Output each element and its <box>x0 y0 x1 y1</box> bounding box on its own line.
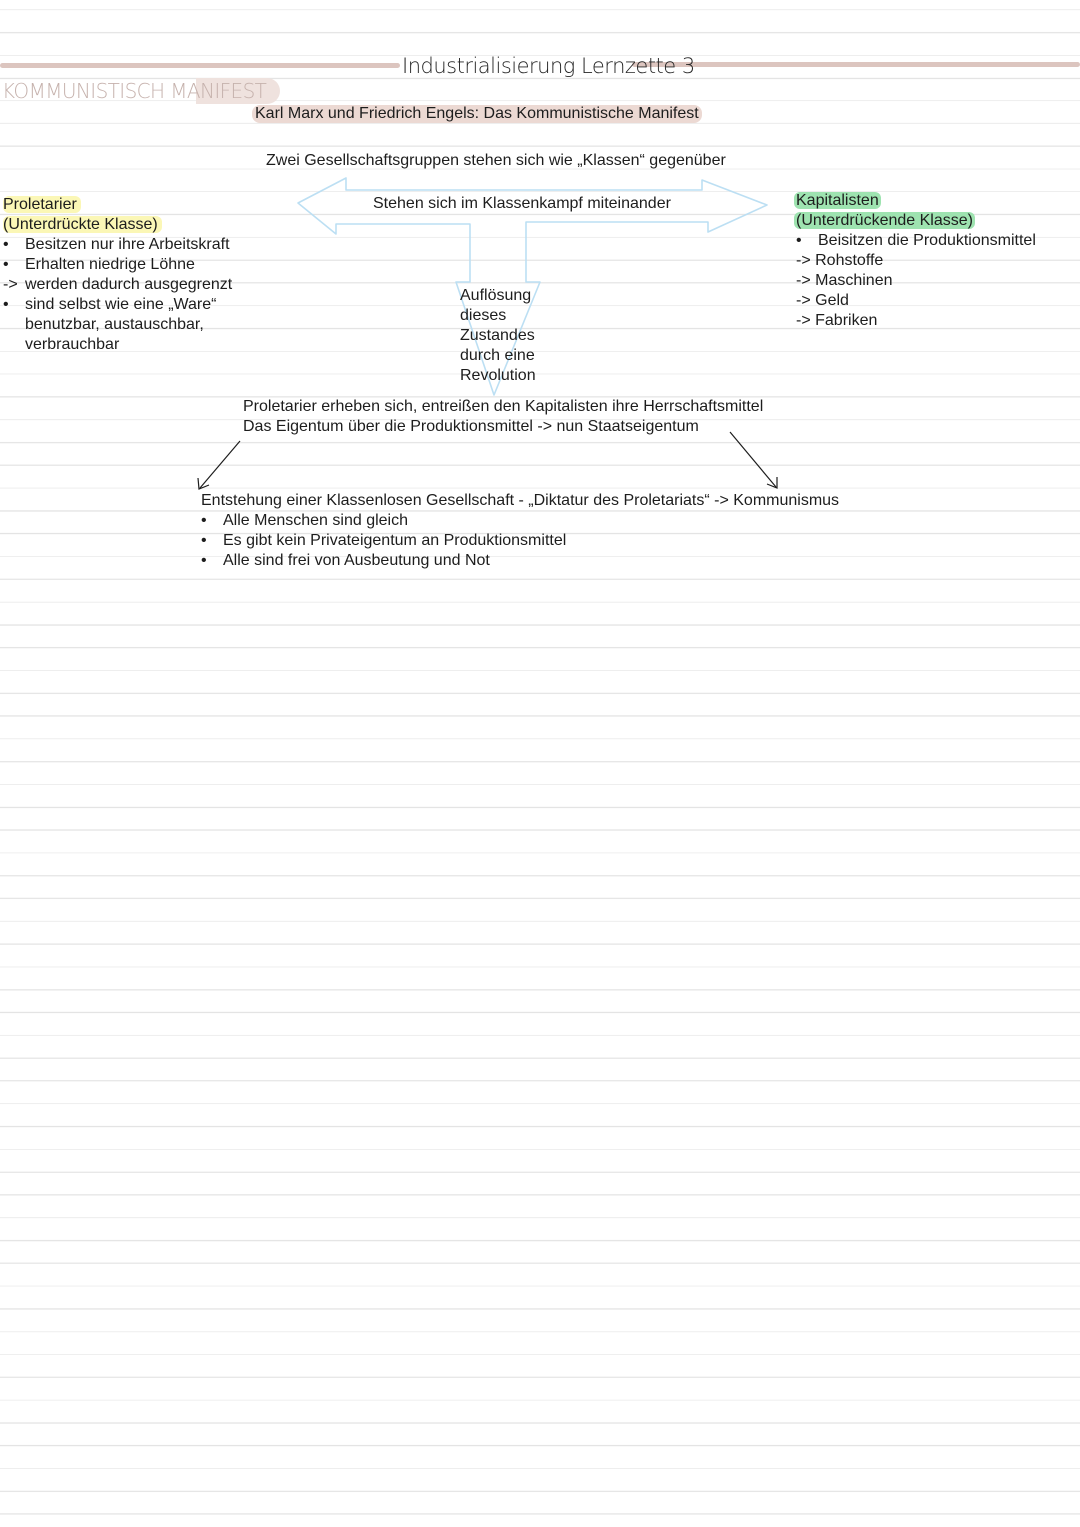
proletarier-title: Proletarier <box>3 196 81 213</box>
list-item: -> Fabriken <box>796 312 878 329</box>
list-item: • Alle Menschen sind gleich <box>201 512 408 529</box>
subtitle-highlighted: Karl Marx und Friedrich Engels: Das Kommunistische Manifest <box>252 105 702 123</box>
arrow-label: Stehen sich im Klassenkampf miteinander <box>373 195 671 212</box>
kapitalisten-block <box>794 191 1036 331</box>
list-item: -> Geld <box>796 292 849 309</box>
proletarier-block <box>3 195 232 355</box>
arrow-left-line <box>200 441 240 488</box>
list-item: -> Rohstoffe <box>796 252 884 269</box>
section-tag: KOMMUNISTISCH MANIFEST <box>0 78 280 104</box>
down-arrow-line: Revolution <box>460 367 536 384</box>
list-item: • sind selbst wie eine „Ware“ <box>3 296 217 313</box>
list-item: • Es gibt kein Privateigentum an Produktionsmittel <box>201 532 567 549</box>
result-block <box>201 491 839 571</box>
revolution-text <box>243 397 763 437</box>
page-title: Industrialisierung Lernzette 3 <box>402 54 695 78</box>
revolution-line: Das Eigentum über die Produktionsmittel -> nun Staatseigentum <box>243 418 699 435</box>
arrow-right-line <box>730 432 776 487</box>
revolution-line: Proletarier erheben sich, entreißen den Kapitalisten ihre Herrschaftsmittel <box>243 398 764 415</box>
down-arrow-line: Zustandes <box>460 327 535 344</box>
list-item: • Beisitzen die Produktionsmittel <box>796 232 1036 249</box>
down-arrow-label <box>460 286 536 386</box>
list-item: -> Maschinen <box>796 272 893 289</box>
down-arrow-line: dieses <box>460 307 507 324</box>
list-item: • Erhalten niedrige Löhne <box>3 256 195 273</box>
kapitalisten-list <box>796 231 1036 331</box>
list-item: • Besitzen nur ihre Arbeitskraft <box>3 236 230 253</box>
down-arrow-line: Auflösung <box>460 287 532 304</box>
list-item: verbrauchbar <box>25 336 120 353</box>
proletarier-list <box>3 235 232 355</box>
intro-text: Zwei Gesellschaftsgruppen stehen sich wie „Klassen“ gegenüber <box>266 152 726 169</box>
list-item: benutzbar, austauschbar, <box>25 316 204 333</box>
list-item: -> werden dadurch ausgegrenzt <box>3 276 233 293</box>
result-list <box>201 511 839 571</box>
kapitalisten-title: Kapitalisten <box>796 192 879 209</box>
proletarier-subtitle: (Unterdrückte Klasse) <box>3 216 162 233</box>
kapitalisten-subtitle: (Unterdrückende Klasse) <box>796 212 973 229</box>
result-heading: Entstehung einer Klassenlosen Gesellschaft - „Diktatur des Proletariats“ -> Kommunismus <box>201 492 840 509</box>
list-item: • Alle sind frei von Ausbeutung und Not <box>201 552 490 569</box>
down-arrow-line: durch eine <box>460 347 535 364</box>
